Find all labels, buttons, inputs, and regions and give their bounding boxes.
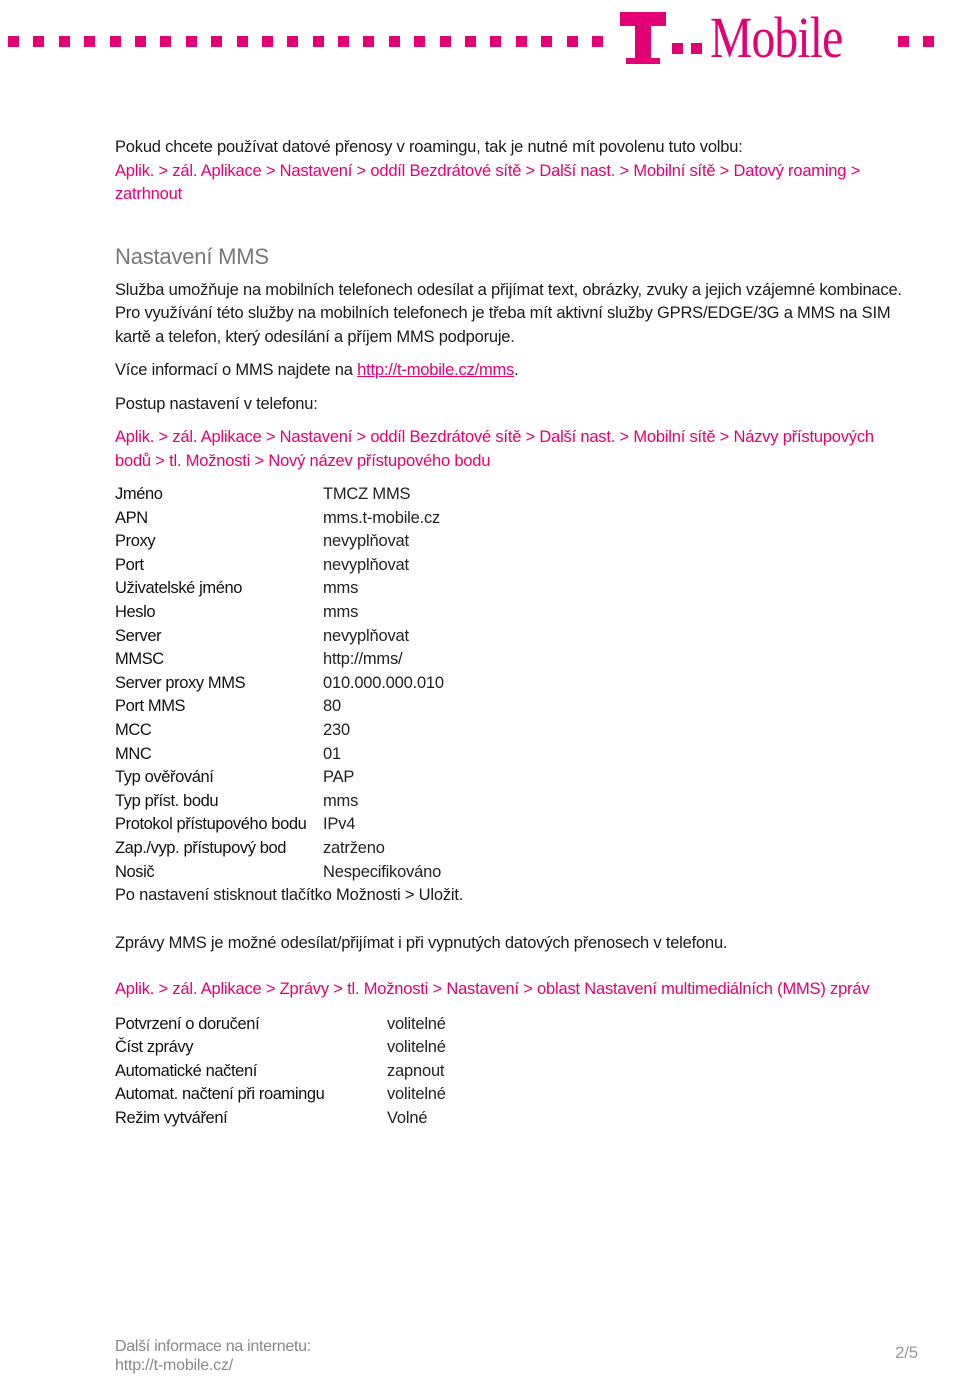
section-heading-mms: Nastavení MMS [115, 243, 269, 269]
settings-row: Číst zprávy volitelné [115, 1038, 446, 1057]
settings-row: Typ ověřování PAP [115, 768, 355, 787]
mms-description-2: Pro využívání této služby na mobilních telefonech je třeba mít aktivní služby GPRS/EDGE/3G a MMS na SIM [115, 304, 891, 322]
settings-row: Server proxy MMS 010.000.000.010 [115, 673, 444, 692]
settings-row: Port nevyplňovat [115, 555, 409, 574]
settings-row: Port MMS 80 [115, 697, 341, 716]
mms-note: Zprávy MMS je možné odesílat/přijímat i při vypnutých datových přenosech v telefonu. [115, 933, 728, 952]
settings-row: Zap./vyp. přístupový bod zatrženo [115, 838, 385, 857]
settings-row: Nosič Nespecifikováno [115, 862, 442, 881]
settings-row: Heslo mms [115, 602, 359, 621]
roaming-path-line-1: Aplik. > zál. Aplikace > Nastavení > oddíl Bezdrátové sítě > Další nast. > Mobilní sítě > Datový roaming > [115, 161, 861, 180]
logo-dots [672, 43, 702, 54]
settings-row: Protokol přístupového bodu IPv4 [115, 815, 356, 834]
mms-description-3: kartě a telefon, který odesílání a příjem MMS podporuje. [115, 327, 515, 346]
t-logo-icon [620, 10, 666, 66]
settings-row: Režim vytváření Volné [115, 1108, 428, 1127]
page-header [0, 0, 960, 80]
mms-description-1: Služba umožňuje na mobilních telefonech odesílat a přijímat text, obrázky, zvuky a jejich vzájemné kombinace. [115, 280, 902, 299]
save-instruction: Po nastavení stisknout tlačítko Možnosti > Uložit. [115, 886, 464, 905]
settings-row: MCC 230 [115, 720, 350, 739]
page-number: 2/5 [895, 1343, 919, 1362]
settings-row: Automat. načtení při roamingu volitelné [115, 1085, 446, 1104]
settings-row: Automatické načtení zapnout [115, 1061, 445, 1080]
message-settings-table [115, 1013, 915, 1131]
settings-row: Server nevyplňovat [115, 626, 409, 645]
settings-row: Jméno TMCZ MMS [115, 485, 411, 503]
brand-dot-strip [8, 36, 603, 47]
mms-info-link[interactable]: http://t-mobile.cz/mms [357, 361, 515, 379]
apn-path-line-1: Aplik. > zál. Aplikace > Nastavení > oddíl Bezdrátové sítě > Další nast. > Mobilní sítě > Názvy přístupových [115, 428, 874, 446]
setup-label: Postup nastavení v telefonu: [115, 394, 318, 413]
messages-path: Aplik. > zál. Aplikace > Zprávy > tl. Možnosti > Nastavení > oblast Nastavení multimediálních (MMS) zpráv [115, 980, 870, 999]
main-content [115, 136, 915, 1131]
more-info-line: Více informací o MMS najdete na http://t-mobile.cz/mms. [115, 361, 519, 379]
brand-dot-strip-right [898, 36, 934, 47]
footer-url-link[interactable]: http://t-mobile.cz/ [115, 1357, 234, 1374]
roaming-intro: Pokud chcete používat datové přenosy v roamingu, tak je nutné mít povolenu tuto volbu: [115, 138, 743, 156]
settings-row: MMSC http://mms/ [115, 650, 403, 669]
settings-row: Proxy nevyplňovat [115, 532, 409, 551]
settings-row: Potvrzení o doručení volitelné [115, 1014, 446, 1033]
roaming-path-line-2: zatrhnout [115, 185, 182, 203]
settings-row: Typ příst. bodu mms [115, 791, 359, 810]
t-mobile-logo [620, 5, 880, 70]
settings-row: MNC 01 [115, 744, 341, 763]
logo-wordmark: Mobile [710, 5, 843, 70]
apn-settings-table [115, 483, 915, 884]
settings-row: Uživatelské jméno mms [115, 579, 359, 598]
apn-path-line-2: bodů > tl. Možnosti > Nový název přístupového bodu [115, 451, 491, 470]
settings-row: APN mms.t-mobile.cz [115, 508, 441, 527]
footer-label: Další informace na internetu: [115, 1338, 311, 1355]
